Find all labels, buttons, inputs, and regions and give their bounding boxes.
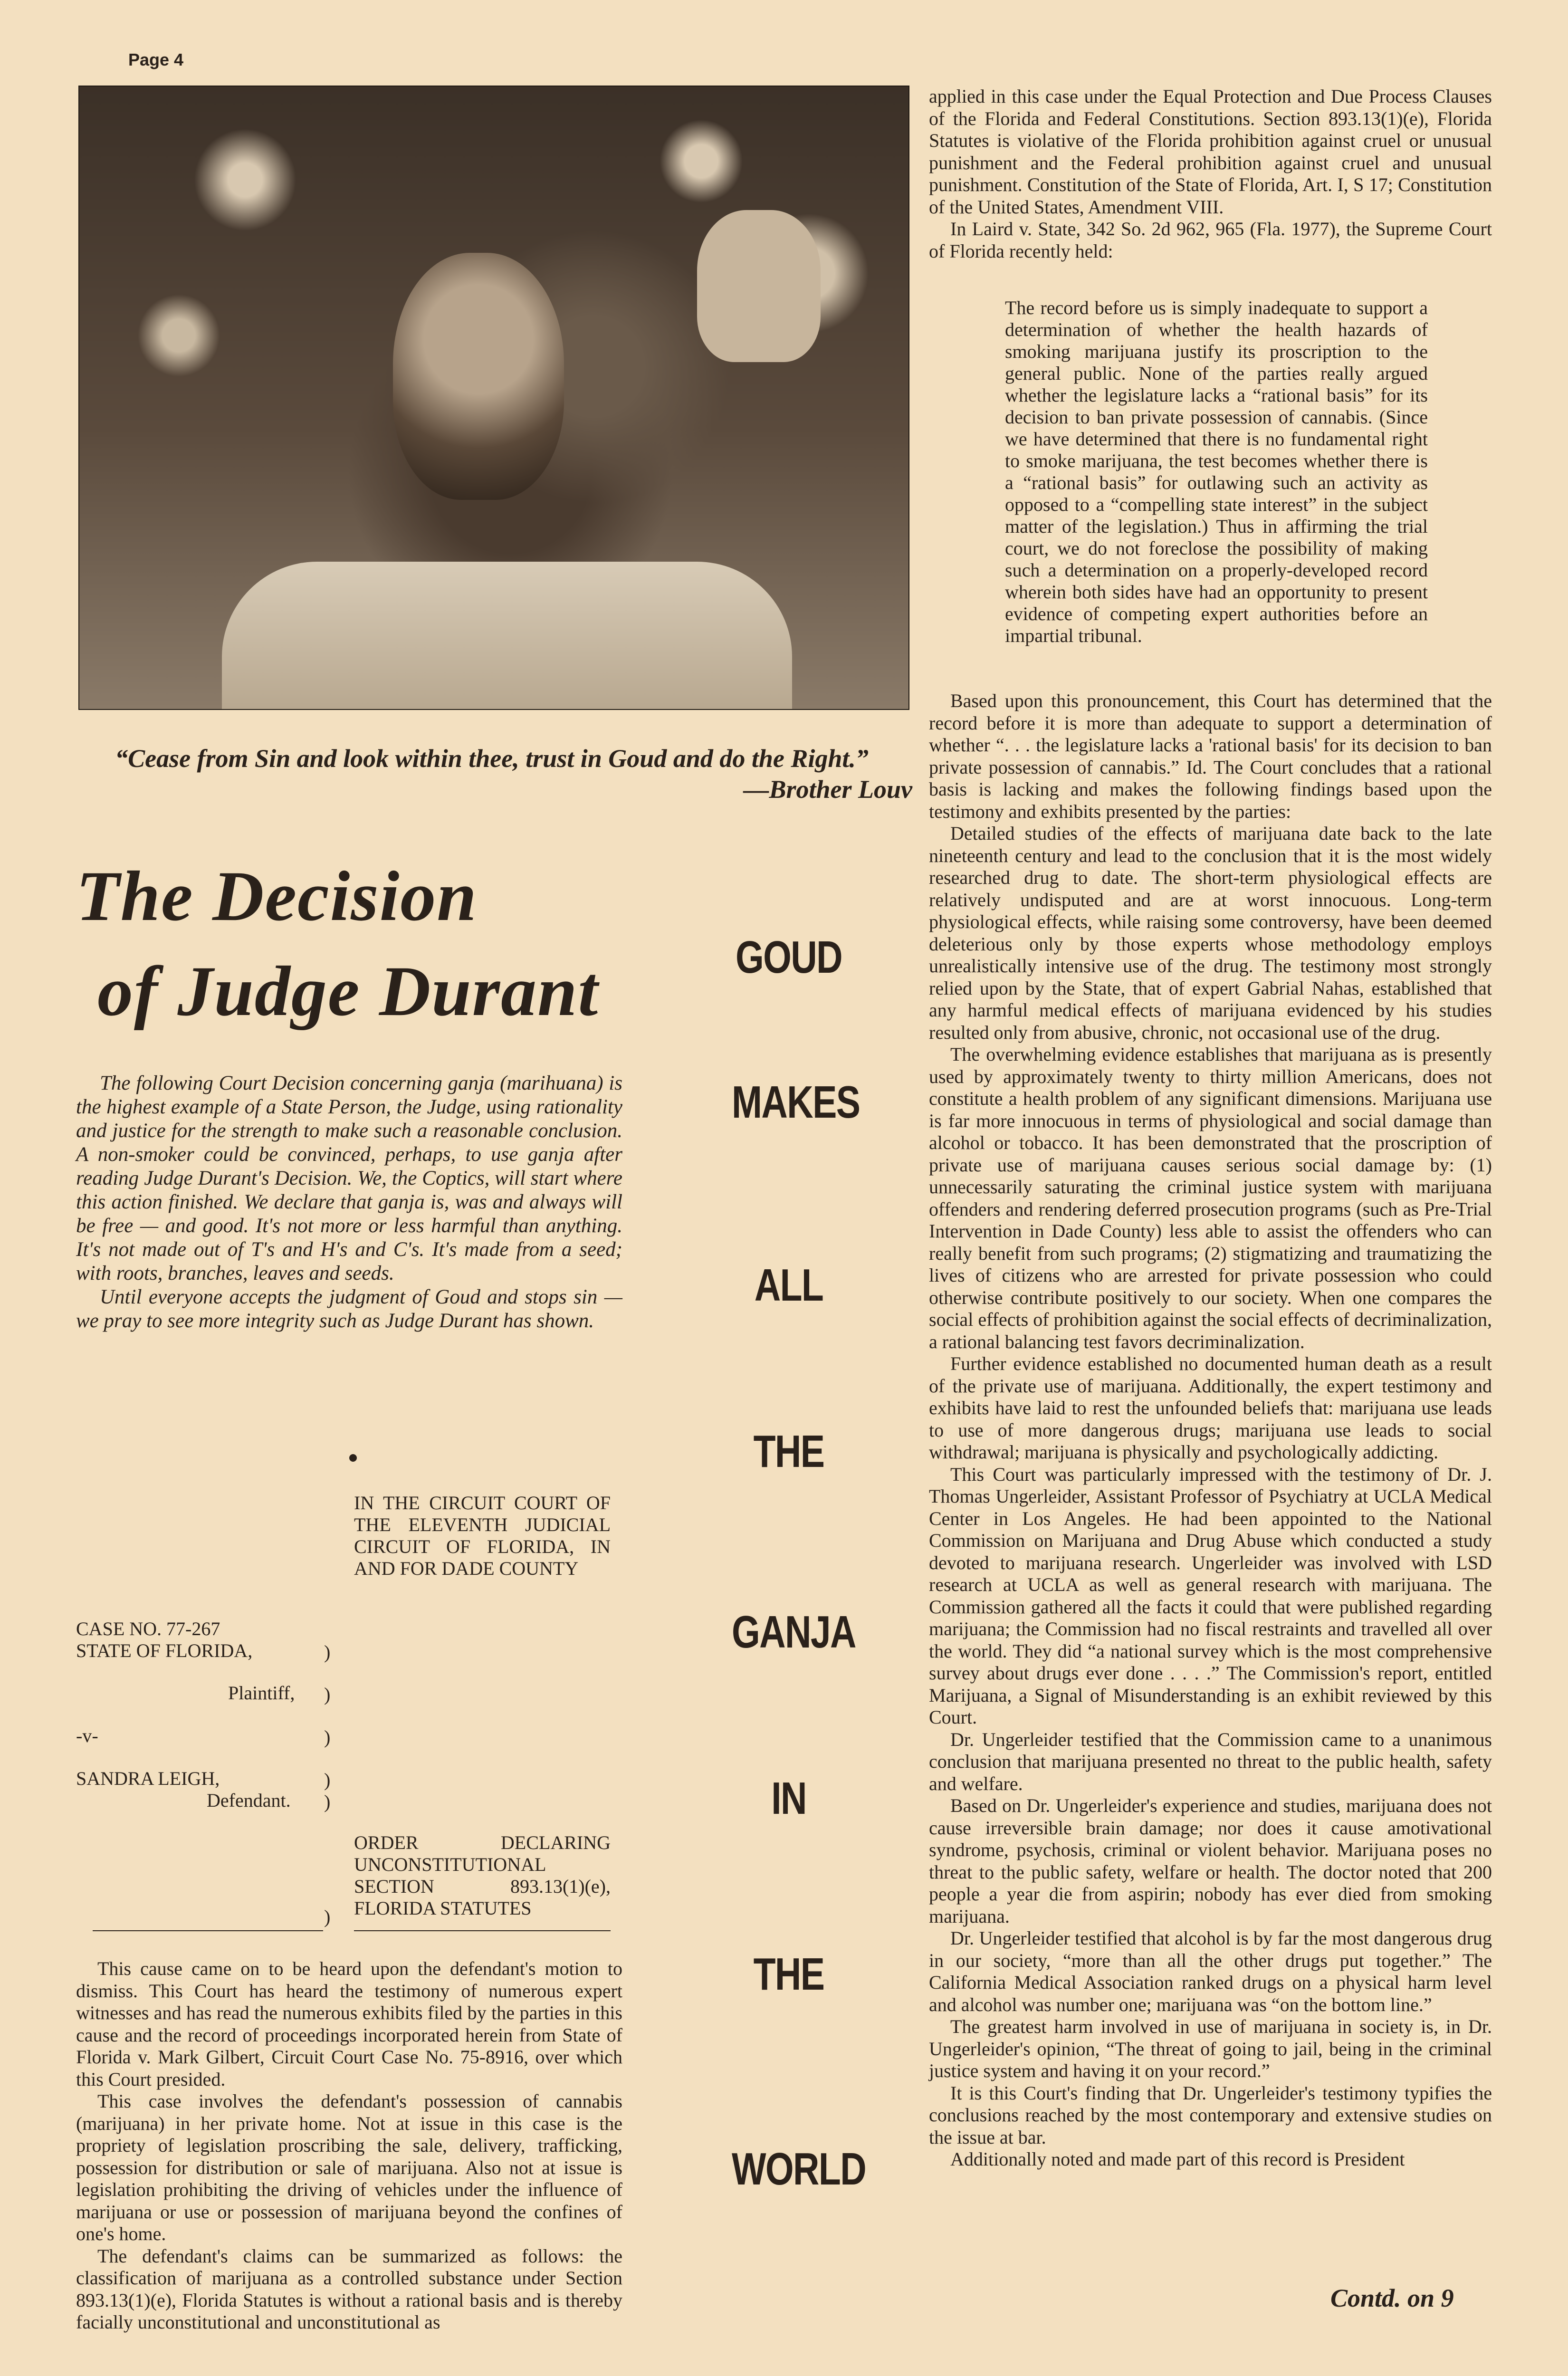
portrait-photo [78,86,909,710]
headline-line-1: The Decision [76,857,478,936]
intro-paragraph: Until everyone accepts the judgment of Goud and stops sin — we pray to see more integrity such as Judge Durant has shown. [76,1286,622,1332]
body-paragraph: This cause came on to be heard upon the defendant's motion to dismiss. This Court has heard the testimony of numerous expert witnesses and has read the numerous exhibits filed by the parties in this cause and the record of proceedings incorporated herein from State of Florida v. Mark Gilbert, Circuit Court Case No. 75-8916, over which this Court presided. [76,1958,622,2090]
body-paragraph: The greatest harm involved in use of marijuana in society is, in Dr. Ungerleider's opinion, “The threat of going to jail, being in the criminal justice system and having it on your record.” [929,2016,1492,2081]
body-paragraph: Based on Dr. Ungerleider's experience and studies, marijuana does not cause irreversible brain damage; nor does it cause amotivational syndrome, psychosis, criminal or violent behavior. Marijuana poses no threat to the public safety, welfare or health. The doctor noted that 200 people a year die from aspirin; nobody has ever died from smoking marijuana. [929,1795,1492,1927]
intro-paragraph: The following Court Decision concerning ganja (marihuana) is the highest example of a State Person, the Judge, using rationality and justice for the strength to make such a reasonable conclusion. A non-smoker could be convinced, perhaps, to use ganja after reading Judge Durant's Decision. We, the Coptics, will start where this action finished. We declare that ganja is, was and always will be free — and good. It's not more or less harmful than anything. It's not made out of T's and H's and C's. It's made from a seed; with roots, branches, leaves and seeds. [76,1072,622,1284]
caption-bracket: ) [324,1906,331,1927]
bullet-dot [349,1454,357,1462]
supreme-court-quote: The record before us is simply inadequate to support a determination of whether the health hazards of smoking marijuana justify its proscription to the general public. None of the parties really argued whether the legislature lacks a “rational basis” for its decision to ban private possession of cannabis. (Since we have determined that there is no fundamental right to smoke marijuana, the test becomes whether there is a “rational basis” for outlawing such an activity as opposed to a “compelling state interest” in the subject matter of the legislation.) Thus in affirming the trial court, we do not foreclose the possibility of making such a determination on a properly-developed record wherein both sides have had an opportunity to present evidence of competing expert authorities before an impartial tribunal. [1005,297,1428,646]
case-plaintiff: Plaintiff, [228,1682,295,1704]
slogan-word: ALL [754,1260,823,1311]
caption-bracket: ) [324,1726,331,1748]
photo-raised-hand [697,210,821,362]
intro-text [76,1072,622,1333]
left-body-column [76,1958,622,2334]
slogan-word: GOUD [736,932,842,983]
body-paragraph: This Court was particularly impressed with the testimony of Dr. J. Thomas Ungerleider, Assistant Professor of Psychiatry at UCLA Medical Center in Los Angeles. He had been appointed to the National Commission on Marijuana and Drug Abuse which conducted a study devoted to marijuana research. Ungerleider was involved with LSD research at UCLA as well as general research with marijuana. The Commission gathered all the facts it could that were published regarding marijuana; the Commission had no fiscal restraints and travelled all over the world. They did “a national survey which is the most comprehensive survey about drugs ever done . . . .” The Commission's report, entitled Marijuana, a Signal of Misunderstanding is an exhibit reviewed by this Court. [929,1463,1492,1728]
body-paragraph: This case involves the defendant's possession of cannabis (marijuana) in her private home. Not at issue in this case is the propriety of legislation proscribing the sale, delivery, trafficking, possession for distribution or sale of marijuana. Also not at issue is legislation prohibiting the driving of vehicles under the influence of marijuana or use or possession of marijuana beyond the confines of one's home. [76,2090,622,2244]
page-number: Page 4 [128,50,184,69]
caption-bracket: ) [324,1684,331,1705]
body-paragraph: Dr. Ungerleider testified that the Commission came to a unanimous conclusion that marijuana presented no threat to the public health, safety and welfare. [929,1728,1492,1794]
body-paragraph: Further evidence established no documented human death as a result of the private use of marijuana. Additionally, the expert testimony and exhibits have laid to rest the unfounded beliefs that: marijuana use leads to use of more dangerous drugs; marijuana use leads to social withdrawal; marijuana is physically and psychologically addicting. [929,1353,1492,1463]
body-paragraph: It is this Court's finding that Dr. Ungerleider's testimony typifies the conclusions reached by the most contemporary and extensive studies on the issue at bar. [929,2082,1492,2148]
photo-caption-quote: “Cease from Sin and look within thee, trust in Goud and do the Right.” [115,744,869,773]
slogan-word: MAKES [732,1077,860,1128]
body-paragraph: Detailed studies of the effects of marijuana date back to the late nineteenth century and lead to the conclusion that it is the most widely researched drug to date. The short-term physiological effects are relatively undisputed and are at worst innocuous. Long-term physiological effects, while raising some controversy, have been deemed deleterious only by those experts whose methodology employs unrealistically intensive use of the drug. The testimony most strongly relied upon by the State, that of expert Gabrial Nahas, established that any harmful medical effects of marijuana evidenced by his studies resulted only from abusive, chronic, not occasional use of the drug. [929,823,1492,1043]
body-paragraph: applied in this case under the Equal Protection and Due Process Clauses of the Florida and Federal Constitutions. Section 893.13(1)(e), Florida Statutes is violative of the Florida prohibition against cruel or unusual punishment and the Federal prohibition against cruel and unusual punishment. Constitution of the State of Florida, Art. I, S 17; Constitution of the United States, Amendment VIII. [929,86,1492,218]
caption-bracket: ) [324,1791,331,1812]
continued-note: Contd. on 9 [1330,2284,1454,2312]
body-paragraph: The defendant's claims can be summarized as follows: the classification of marijuana as a controlled substance under Section 893.13(1)(e), Florida Statutes is without a rational basis and is thereby facially unconstitutional and unconstitutional as [76,2245,622,2333]
court-heading: IN THE CIRCUIT COURT OF THE ELEVENTH JUDICIAL CIRCUIT OF FLORIDA, IN AND FOR DADE COUNTY [354,1492,611,1579]
body-paragraph: In Laird v. State, 342 So. 2d 962, 965 (Fla. 1977), the Supreme Court of Florida recently held: [929,218,1492,262]
photo-face [393,253,564,500]
caption-bracket: ) [324,1641,331,1663]
slogan-word: IN [771,1773,806,1824]
case-state: STATE OF FLORIDA, [76,1640,253,1661]
right-body-column [929,690,1492,2171]
caption-bracket: ) [324,1769,331,1791]
body-paragraph: Additionally noted and made part of this record is President [950,2148,1405,2170]
case-versus: -v- [76,1725,98,1746]
photo-caption-attribution: —Brother Louv [743,775,912,804]
case-defendant: Defendant. [207,1790,291,1811]
body-paragraph: Based upon this pronouncement, this Court has determined that the record before it is more than adequate to support a determination of whether “. . . the legislature lacks a 'rational basis' for its decision to ban private possession of cannabis.” Id. The Court concludes that a rational basis is lacking and makes the following findings based upon the testimony and exhibits presented by the parties: [929,690,1492,822]
slogan-word: WORLD [732,2144,866,2194]
headline-line-2: of Judge Durant [97,952,599,1031]
body-paragraph: The overwhelming evidence establishes that marijuana as is presently used by approximately twenty to thirty million Americans, does not constitute a health problem of any significant dimensions. Marijuana use is far more innocuous in terms of physiological and social damage than alcohol or tobacco. It has been demonstrated that the proscription of private use of marijuana causes serious social damage by: (1) unnecessarily saturating the criminal justice system with marijuana offenders and rendering deferred prosecution programs (such as Pre-Trial Intervention in Dade County) less able to assist the offenders who can really benefit from such programs; (2) stigmatizing and traumatizing the lives of citizens who are arrested for private possession who could otherwise contribute positively to our society. When one compares the social effects of prohibition against the social effects of decriminalization, a rational balancing test favors decriminalization. [929,1044,1492,1352]
caption-rule-left [93,1930,323,1931]
case-number: CASE NO. 77-267 [76,1618,220,1639]
slogan-word: GANJA [732,1607,856,1657]
slogan-word: THE [753,1949,824,2000]
order-title: ORDER DECLARING UNCONSTITUTIONAL SECTION 893.13(1)(e), FLORIDA STATUTES [354,1832,611,1919]
right-body-top [929,86,1492,262]
body-paragraph: Dr. Ungerleider testified that alcohol is by far the most dangerous drug in our society, “more than all the other drugs put together.” The California Medical Association ranked drugs on a physical harm level and alcohol was number one; marijuana was “on the bottom line.” [929,1927,1492,2015]
case-defendant-name: SANDRA LEIGH, [76,1768,220,1789]
caption-rule-right [354,1930,611,1931]
photo-shirt [222,562,792,709]
slogan-word: THE [753,1426,824,1477]
